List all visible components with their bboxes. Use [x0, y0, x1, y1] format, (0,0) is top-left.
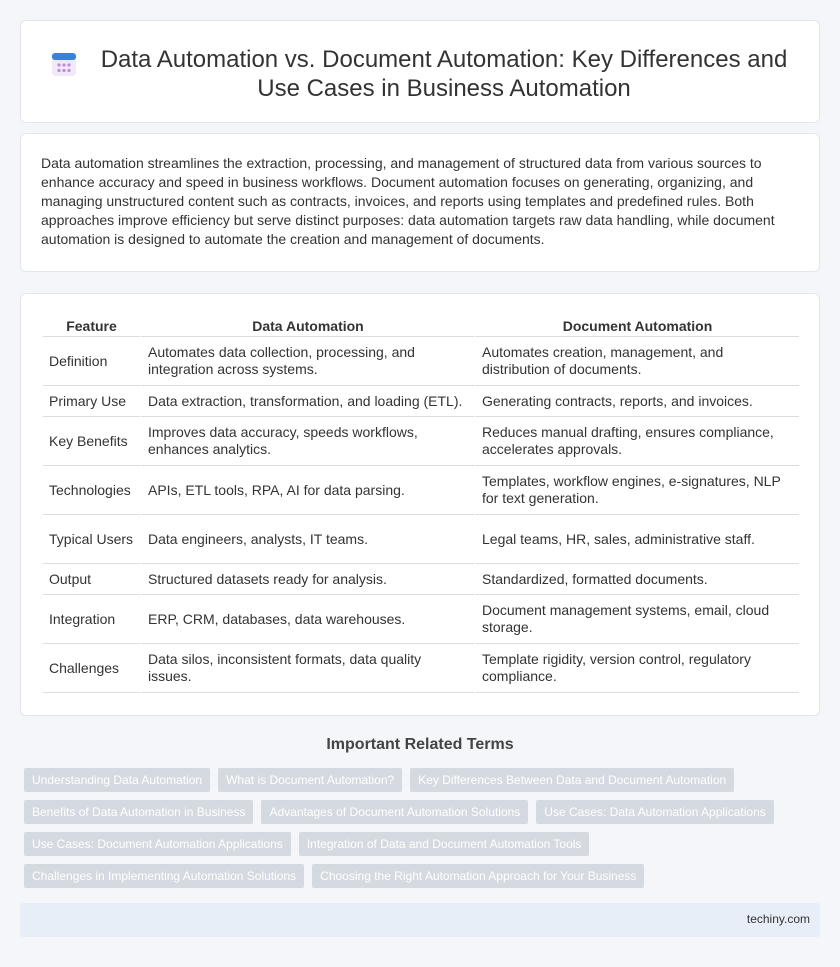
table-row — [43, 417, 799, 466]
document-automation-cell: Reduces manual drafting, ensures compliance, accelerates approvals. — [474, 417, 799, 466]
related-term-tag[interactable]: Use Cases: Data Automation Applications — [536, 800, 773, 824]
calendar-icon — [51, 51, 77, 77]
table-header-row — [43, 315, 799, 337]
document-automation-cell: Automates creation, management, and distribution of documents. — [474, 337, 799, 386]
feature-cell: Primary Use — [43, 386, 140, 417]
column-header-data-automation: Data Automation — [140, 315, 474, 337]
feature-cell: Integration — [43, 595, 140, 644]
comparison-card — [20, 293, 820, 716]
related-term-tag[interactable]: What is Document Automation? — [218, 768, 402, 792]
data-automation-cell: Data extraction, transformation, and loading (ETL). — [140, 386, 474, 417]
related-term-tag[interactable]: Advantages of Document Automation Solutions — [261, 800, 528, 824]
feature-cell: Output — [43, 564, 140, 595]
related-term-tag[interactable]: Benefits of Data Automation in Business — [24, 800, 253, 824]
data-automation-cell: Automates data collection, processing, and integration across systems. — [140, 337, 474, 386]
data-automation-cell: Data silos, inconsistent formats, data quality issues. — [140, 644, 474, 693]
column-header-feature: Feature — [43, 315, 140, 337]
intro-paragraph: Data automation streamlines the extraction, processing, and management of structured data from various sources to enhance accuracy and speed in business workflows. Document automation focuses on generating, organizing, and managing unstructured content such as contracts, invoices, and reports using templates and predefined rules. Both approaches improve efficiency but serve distinct purposes: data automation targets raw data handling, while document automation is designed to automate the creation and management of documents. — [41, 155, 775, 247]
document-automation-cell: Legal teams, HR, sales, administrative staff. — [474, 515, 799, 564]
header-card — [20, 20, 820, 123]
document-automation-cell: Generating contracts, reports, and invoices. — [474, 386, 799, 417]
table-row — [43, 337, 799, 386]
related-term-tag[interactable]: Challenges in Implementing Automation Solutions — [24, 864, 304, 888]
column-header-document-automation: Document Automation — [474, 315, 799, 337]
data-automation-cell: Improves data accuracy, speeds workflows, enhances analytics. — [140, 417, 474, 466]
footer — [20, 903, 820, 937]
table-row — [43, 564, 799, 595]
table-row — [43, 386, 799, 417]
data-automation-cell: APIs, ETL tools, RPA, AI for data parsing. — [140, 466, 474, 515]
comparison-table — [43, 315, 799, 693]
document-automation-cell: Document management systems, email, cloud storage. — [474, 595, 799, 644]
feature-cell: Technologies — [43, 466, 140, 515]
table-row — [43, 644, 799, 693]
data-automation-cell: Data engineers, analysts, IT teams. — [140, 515, 474, 564]
related-term-tag[interactable]: Integration of Data and Document Automation Tools — [299, 832, 590, 856]
related-terms-list — [24, 768, 814, 888]
data-automation-cell: ERP, CRM, databases, data warehouses. — [140, 595, 474, 644]
related-term-tag[interactable]: Key Differences Between Data and Document Automation — [410, 768, 734, 792]
table-row — [43, 466, 799, 515]
document-automation-cell: Templates, workflow engines, e-signatures, NLP for text generation. — [474, 466, 799, 515]
related-term-tag[interactable]: Choosing the Right Automation Approach for Your Business — [312, 864, 644, 888]
feature-cell: Key Benefits — [43, 417, 140, 466]
footer-site-name[interactable]: techiny.com — [746, 912, 810, 926]
feature-cell: Challenges — [43, 644, 140, 693]
page-title: Data Automation vs. Document Automation: Key Differences and Use Cases in Business Automation — [100, 46, 788, 102]
table-row — [43, 515, 799, 564]
table-row — [43, 595, 799, 644]
intro-card — [20, 133, 820, 272]
related-term-tag[interactable]: Understanding Data Automation — [24, 768, 210, 792]
document-automation-cell: Template rigidity, version control, regulatory compliance. — [474, 644, 799, 693]
related-terms-title: Important Related Terms — [326, 736, 514, 753]
related-term-tag[interactable]: Use Cases: Document Automation Applications — [24, 832, 291, 856]
document-automation-cell: Standardized, formatted documents. — [474, 564, 799, 595]
feature-cell: Definition — [43, 337, 140, 386]
data-automation-cell: Structured datasets ready for analysis. — [140, 564, 474, 595]
feature-cell: Typical Users — [43, 515, 140, 564]
